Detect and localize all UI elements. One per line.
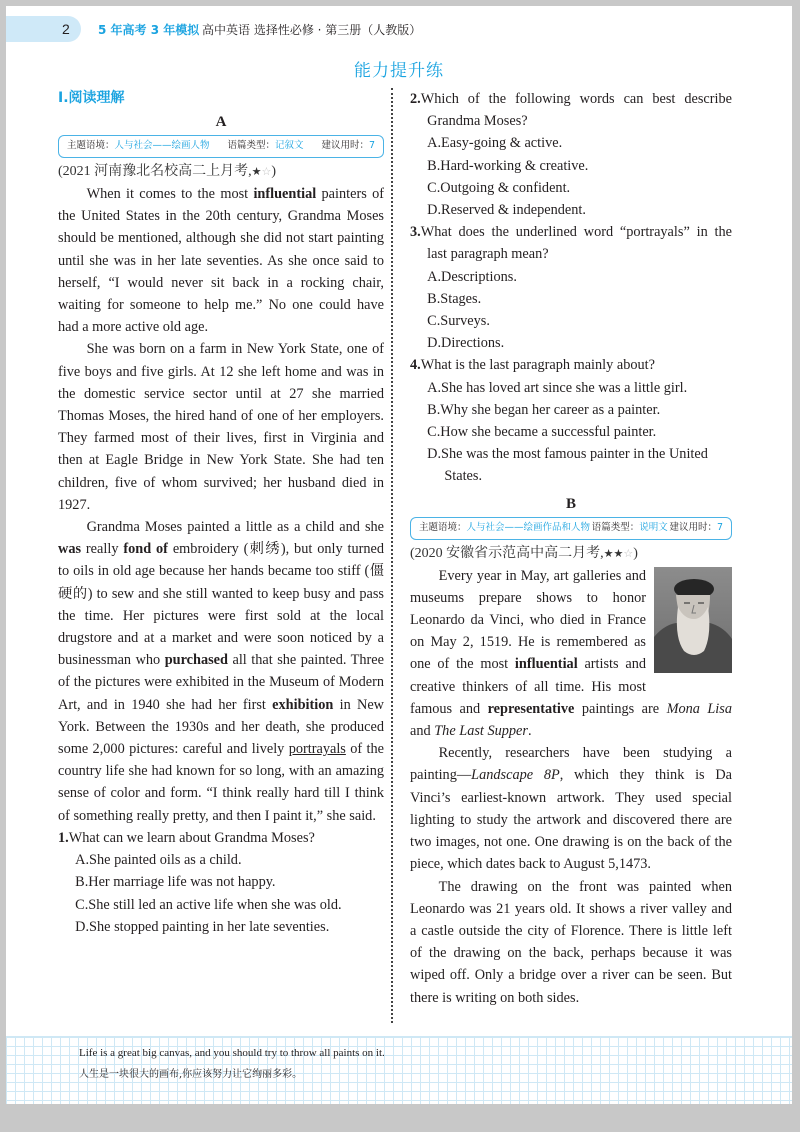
type-label: 语篇类型： <box>591 522 640 534</box>
bold-keyword: purchased <box>164 652 228 669</box>
passage-a-tag-box <box>58 135 384 158</box>
question-number: 2. <box>410 91 421 107</box>
question-number: 4. <box>410 357 421 374</box>
question-stem <box>58 827 384 849</box>
type-value: 说明文 <box>639 522 668 534</box>
bold-keyword: fond of <box>123 541 168 558</box>
answer-option[interactable]: C.How she became a successful painter. <box>427 424 657 441</box>
source-text: (2020 安徽省示范高中高二月考, <box>410 545 604 561</box>
leonardo-portrait-image <box>654 567 732 673</box>
italic-title: The Last Supper <box>434 723 528 740</box>
star-filled-icon: ★ <box>251 166 262 178</box>
passage-b-source <box>410 543 732 565</box>
question-number: 1. <box>58 829 69 846</box>
text-run: . <box>527 723 532 740</box>
text-run: The drawing on the front was painted when Leonardo was 21 years old. It shows a river valley and a castle outside the city of Florence. There is little left of the drawing on the back, perhaps because it was wiped off. Only a bridge over a river can be seen. But there is writing on both sides. <box>410 878 732 1006</box>
series-title: 5 年高考 3 年模拟 <box>98 23 200 37</box>
text-run: artists and creative thinkers of all time. His most famous and <box>410 656 646 717</box>
text-run: She was born on a farm in New York State, one of five boys and five girls. At 12 she left home and was in the domestic service sector until at 27 she married Thomas Moses, the hired hand of one of her employers. They farmed most of their lives, first in Virginia and then at Eagle Bridge in New York State. She had ten children, five of whom survived; her husband died in 1927. <box>58 341 384 513</box>
quote-english: Life is a great big canvas, and you should try to throw all paints on it. <box>79 1047 385 1059</box>
section-title: 能力提升练 <box>354 61 444 81</box>
passage-b-letter: B <box>565 495 576 512</box>
difficulty-stars <box>604 548 634 560</box>
bold-keyword: influential <box>514 656 578 673</box>
time-tag <box>321 135 375 157</box>
theme-value: 人与社会——绘画人物 <box>114 140 210 152</box>
paragraph <box>410 876 732 1009</box>
theme-tag <box>419 517 590 539</box>
text-run: of the country life she had known for so long, with an amazing sense of color and form. “I think really hard till I think of something really pretty, and then I paint it,” she said. <box>58 741 384 824</box>
type-label: 语篇类型： <box>227 140 275 152</box>
source-close: ) <box>271 164 277 179</box>
answer-option[interactable]: C.Surveys. <box>427 313 490 330</box>
text-run: Every year in May, art galleries and museums prepare shows to honor Leonardo da Vinci, who died in France on May 2, 1519. He is remembered as one of the most <box>410 567 646 673</box>
source-close: ) <box>633 545 638 561</box>
answer-option[interactable]: C.Outgoing & confident. <box>427 179 571 196</box>
page <box>6 6 792 1104</box>
paragraph <box>58 183 384 338</box>
answer-option[interactable]: D.Directions. <box>427 335 505 352</box>
question-stem <box>410 221 732 265</box>
answer-option[interactable]: B.Her marriage life was not happy. <box>75 874 276 891</box>
text-run: paintings are <box>574 700 667 717</box>
underlined-word: portrayals <box>288 741 346 758</box>
theme-label: 主题语境： <box>419 522 467 534</box>
time-label: 建议用时： <box>321 140 369 152</box>
text-run: When it comes to the most <box>86 186 254 202</box>
question-3 <box>410 221 732 354</box>
bold-keyword: influential <box>253 186 317 202</box>
part-title: Ⅰ.阅读理解 <box>58 90 125 106</box>
text-run: , which they think is Da Vinci’s earliest-known artwork. They used special lighting to study the artwork and discovered there are two images, not one. One drawing is on the back of the piece, which dates back to August 5,1473. <box>410 767 732 873</box>
answer-option[interactable]: A.Descriptions. <box>427 268 517 285</box>
column-divider <box>391 88 393 1023</box>
bold-keyword: representative <box>487 700 575 717</box>
answer-option[interactable]: C.She still led an active life when she was old. <box>75 896 342 913</box>
bold-keyword: was <box>58 541 82 558</box>
footer-quote-area <box>6 1036 792 1104</box>
question-text: Which of the following words can best describe Grandma Moses? <box>420 91 732 130</box>
quote-chinese: 人生是一块很大的画布,你应该努力让它绚丽多彩。 <box>79 1069 303 1080</box>
question-text: What can we learn about Grandma Moses? <box>68 829 315 846</box>
question-number: 3. <box>410 224 421 241</box>
question-stem <box>410 354 732 376</box>
answer-option[interactable]: D.Reserved & independent. <box>427 202 586 219</box>
book-title: 高中英语 选择性必修 · 第三册（人教版） <box>202 23 422 37</box>
text-run: embroidery (刺绣), but only turned to oils in old age because her hands became too stiff (僵硬的) to sew and she still wanted to keep busy and pass the time. Her pictures were first sold at the local drugstore and at a market and were soon noticed by a businessman who <box>58 541 385 669</box>
answer-option[interactable]: A.She painted oils as a child. <box>75 852 242 869</box>
page-number: 2 <box>6 16 81 42</box>
answer-option[interactable]: A.She has loved art since she was a little girl. <box>427 379 688 396</box>
italic-title: Mona Lisa <box>666 700 732 717</box>
answer-option[interactable]: D.She stopped painting in her late seventies. <box>75 918 330 935</box>
source-text: (2021 河南豫北名校高二上月考, <box>58 164 252 179</box>
answer-option[interactable]: D.She was the most famous painter in the United States. <box>427 446 708 485</box>
time-value: 7 <box>368 140 375 152</box>
star-filled-icon: ★ <box>613 547 624 560</box>
star-empty-icon: ☆ <box>261 166 272 178</box>
text-run: really <box>81 541 124 558</box>
passage-a-body <box>58 183 384 827</box>
left-column <box>58 88 384 938</box>
question-stem <box>410 88 732 132</box>
time-value: 7 <box>716 522 723 534</box>
text-run: painters of the United States in the 20th century, Grandma Moses should be mentioned, although she did not start painting until she was in her late seventies. As she once said to herself, “I would never sit back in a rocking chair, waiting for someone to help me.” No one could have had a more active old age. <box>58 186 384 336</box>
italic-title: Landscape 8P <box>471 767 560 784</box>
answer-option[interactable]: A.Easy-going & active. <box>427 135 563 152</box>
type-tag <box>227 135 303 157</box>
question-1 <box>58 827 384 938</box>
paragraph <box>410 742 732 875</box>
passage-a-letter: A <box>215 114 227 130</box>
theme-label: 主题语境： <box>67 140 115 152</box>
paragraph <box>58 516 384 827</box>
question-text: What is the last paragraph mainly about? <box>420 357 655 374</box>
star-filled-icon: ★ <box>603 547 614 560</box>
passage-b-tag-box <box>410 517 732 540</box>
passage-a-source <box>58 161 384 183</box>
bold-keyword: exhibition <box>272 696 334 713</box>
page-header <box>6 16 792 42</box>
text-run: Grandma Moses painted a little as a child and she <box>86 519 384 536</box>
type-value: 记叙文 <box>274 140 304 152</box>
paragraph <box>58 338 384 516</box>
time-label: 建议用时： <box>669 522 717 534</box>
text-run: and <box>410 723 435 740</box>
portrait-illustration <box>654 567 732 673</box>
difficulty-stars <box>252 166 272 178</box>
star-empty-icon: ☆ <box>623 547 634 560</box>
right-column <box>410 88 732 1009</box>
text-run: in New York. Between the 1930s and her death, she produced some 2,000 pictures: careful and lively <box>58 696 385 758</box>
question-2 <box>410 88 732 221</box>
question-text: What does the underlined word “portrayals” in the last paragraph mean? <box>420 224 732 263</box>
answer-option[interactable]: B.Why she began her career as a painter. <box>427 401 661 418</box>
theme-value: 人与社会——绘画作品和人物 <box>466 522 591 534</box>
time-tag <box>669 517 723 539</box>
answer-option[interactable]: B.Stages. <box>427 290 482 307</box>
text-run: Recently, researchers have been studying a painting— <box>410 745 732 784</box>
answer-option[interactable]: B.Hard-working & creative. <box>427 157 589 174</box>
text-run: all that she painted. Three of the pictures were exhibited in the Museum of Modern Art, and in 1940 she had her first <box>58 652 384 713</box>
type-tag <box>592 517 668 539</box>
question-4 <box>410 354 732 487</box>
theme-tag <box>67 135 210 157</box>
